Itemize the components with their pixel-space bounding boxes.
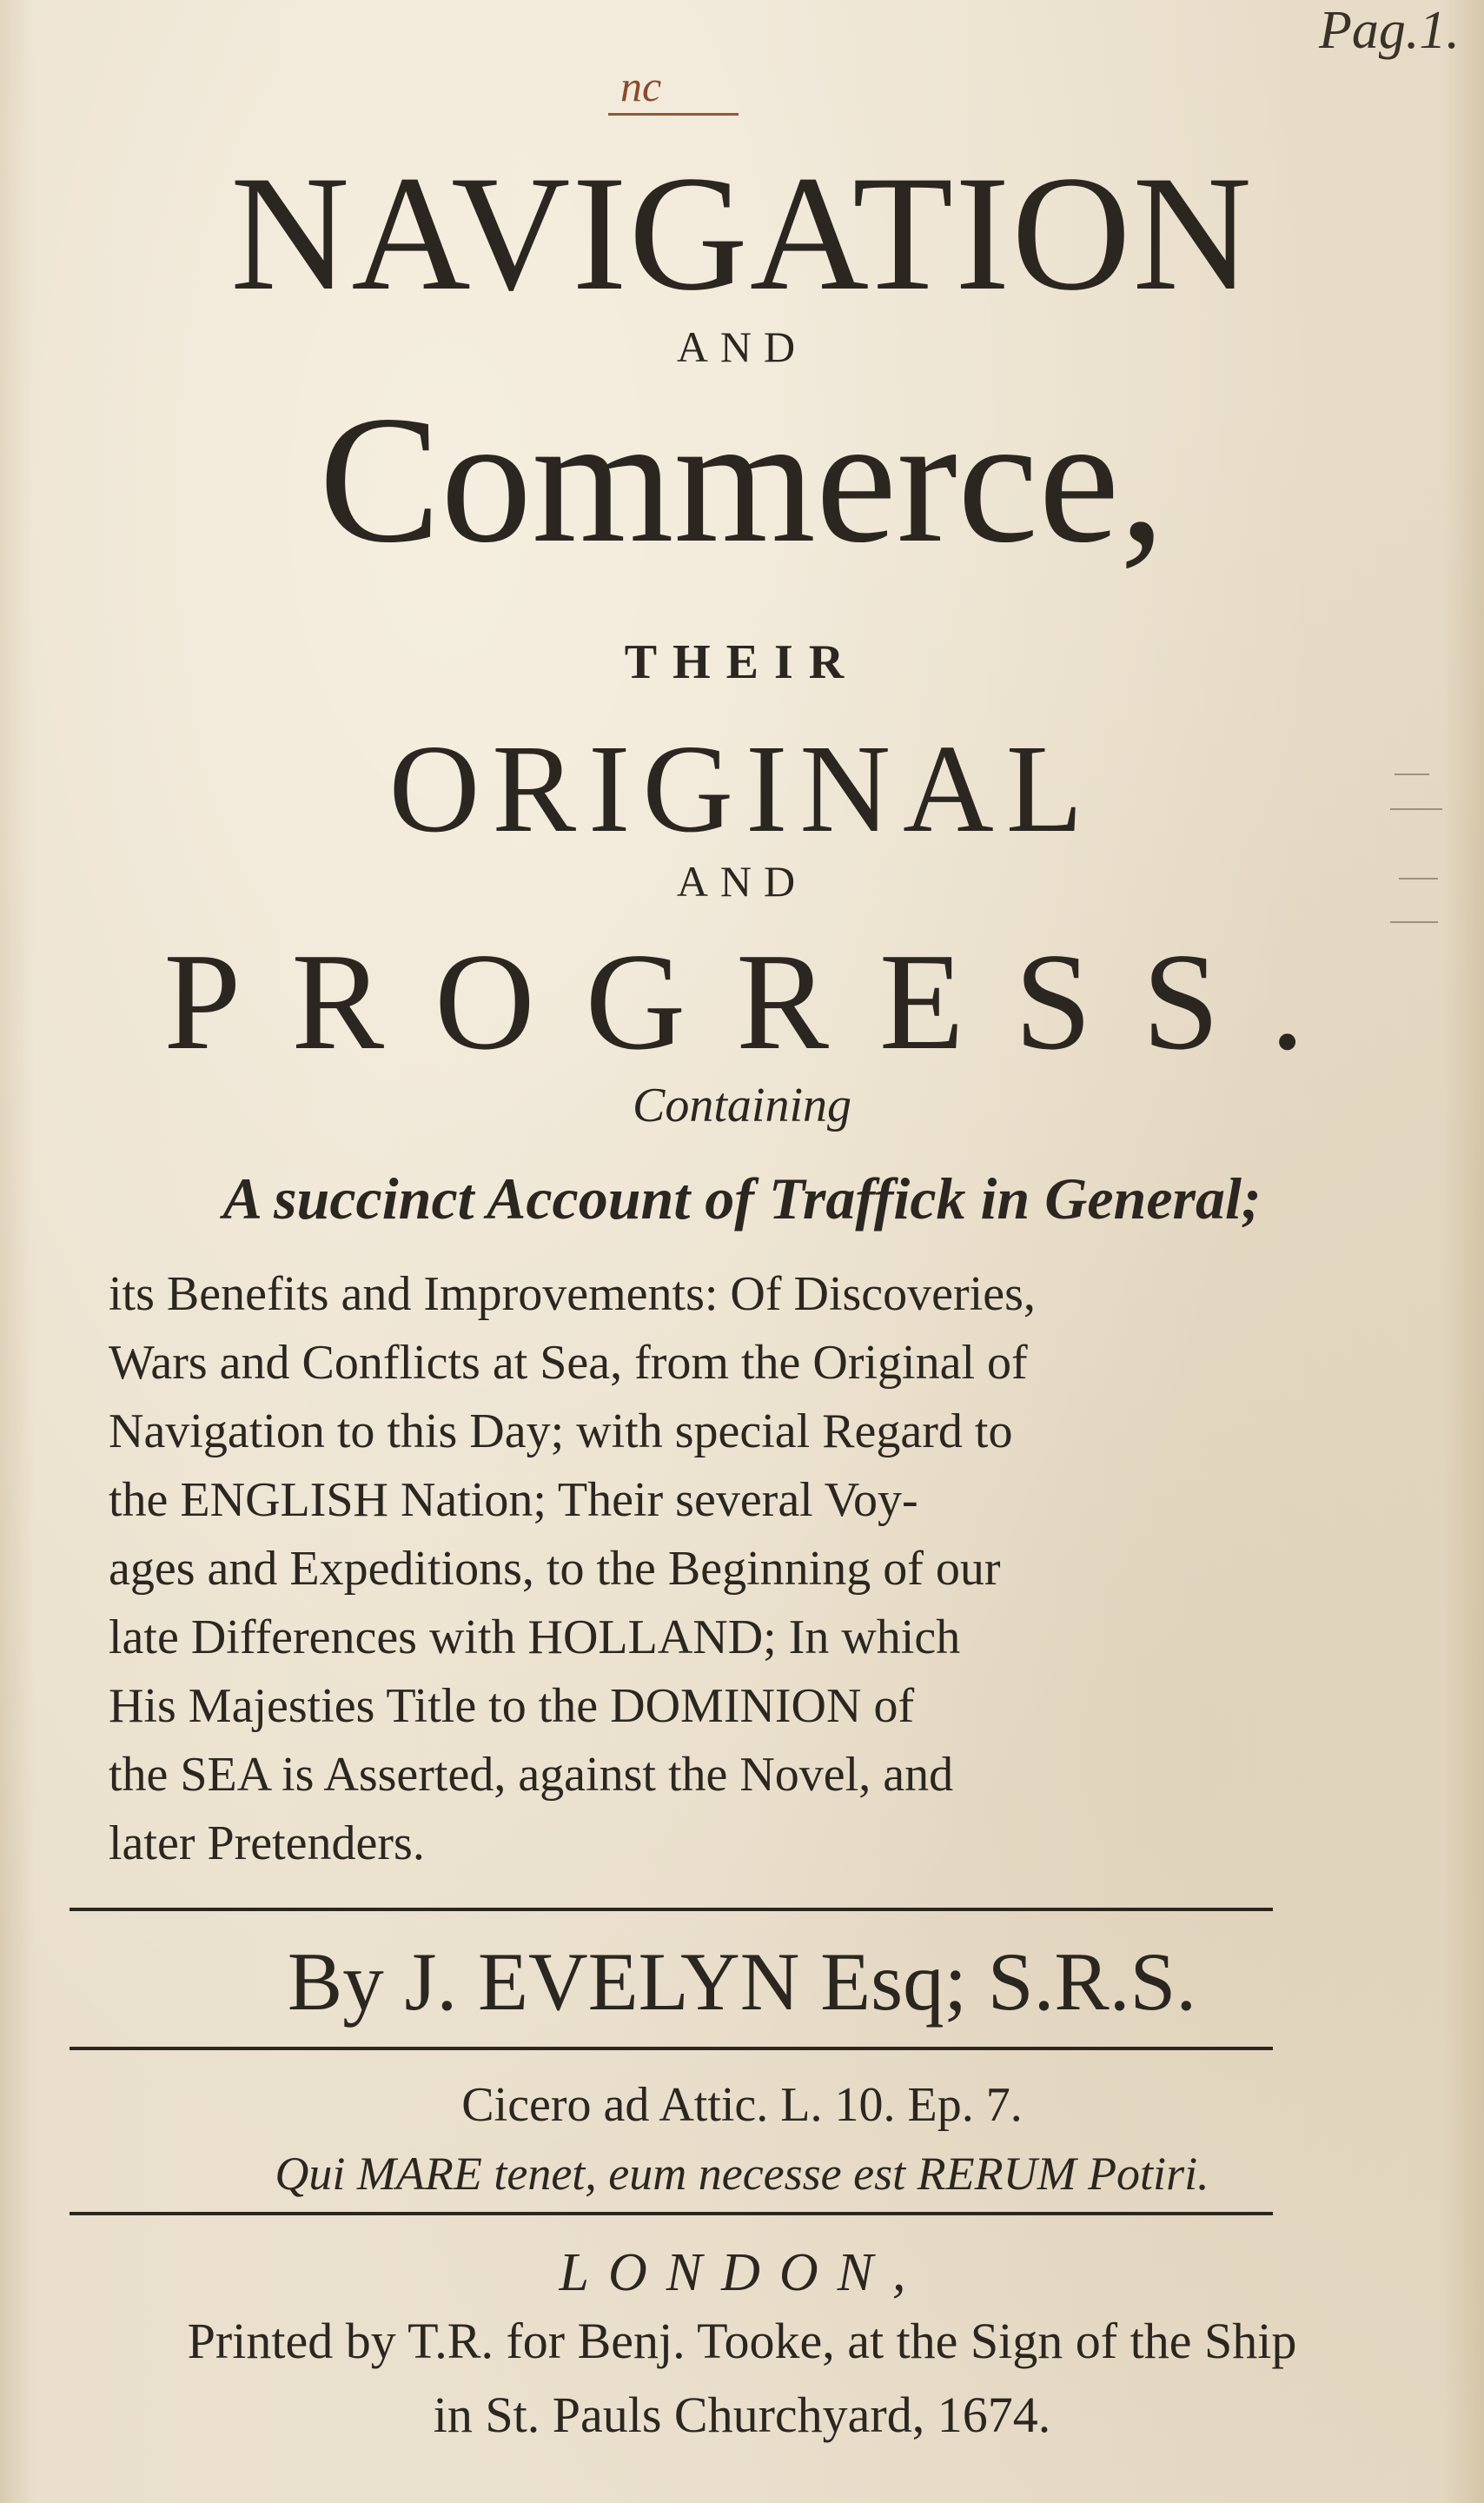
divider-rule [70,2047,1273,2050]
imprint-line-1: Printed by T.R. for Benj. Tooke, at the Sign of the Ship [187,2313,1297,2369]
title-commerce: Commerce, [319,379,1165,581]
subtitle-paragraph [109,1260,1325,1878]
title-original: ORIGINAL [388,720,1096,859]
subtitle-line: late Differences with HOLLAND; In which [109,1610,961,1664]
paper-speck [1390,921,1438,923]
motto-quote: Qui MARE tenet, eum necesse est RERUM Potiri. [275,2148,1209,2200]
title-navigation: NAVIGATION [230,143,1254,325]
imprint-city: LONDON, [559,2243,925,2302]
paper-speck [1390,808,1442,810]
paper-speck [1399,878,1438,880]
subtitle-line: the ENGLISH Nation; Their several Voy- [109,1473,918,1527]
subtitle-line: ages and Expeditions, to the Beginning of our [109,1542,1001,1596]
subtitle-line: Navigation to this Day; with special Regard to [109,1404,1013,1458]
paper-speck [1395,773,1429,775]
subtitle-line: the SEA is Asserted, against the Novel, and [109,1748,954,1802]
title-and-2: AND [676,857,808,906]
title-progress: PROGRESS. [163,924,1355,1079]
page-mark-annotation: Pag.1. [1319,1,1460,60]
subtitle-line: its Benefits and Improvements: Of Discoveries, [109,1267,1036,1321]
title-and-1: AND [676,322,808,371]
subtitle-line: His Majesties Title to the DOMINION of [109,1679,915,1733]
divider-rule [70,2212,1273,2215]
motto-source: Cicero ad Attic. L. 10. Ep. 7. [461,2078,1023,2132]
divider-rule [70,1908,1273,1911]
subtitle-line: later Pretenders. [109,1816,425,1870]
subtitle-containing: Containing [632,1079,852,1132]
imprint-line-2: in St. Pauls Churchyard, 1674. [433,2387,1051,2443]
title-their: THEIR [624,635,860,689]
shelf-mark-underline [608,113,739,116]
author-line: By J. EVELYN Esq; S.R.S. [287,1935,1197,2028]
subtitle-headline: A succinct Account of Traffick in General; [222,1165,1262,1232]
subtitle-line: Wars and Conflicts at Sea, from the Original of [109,1336,1028,1390]
shelf-mark-annotation: nc [620,62,662,110]
